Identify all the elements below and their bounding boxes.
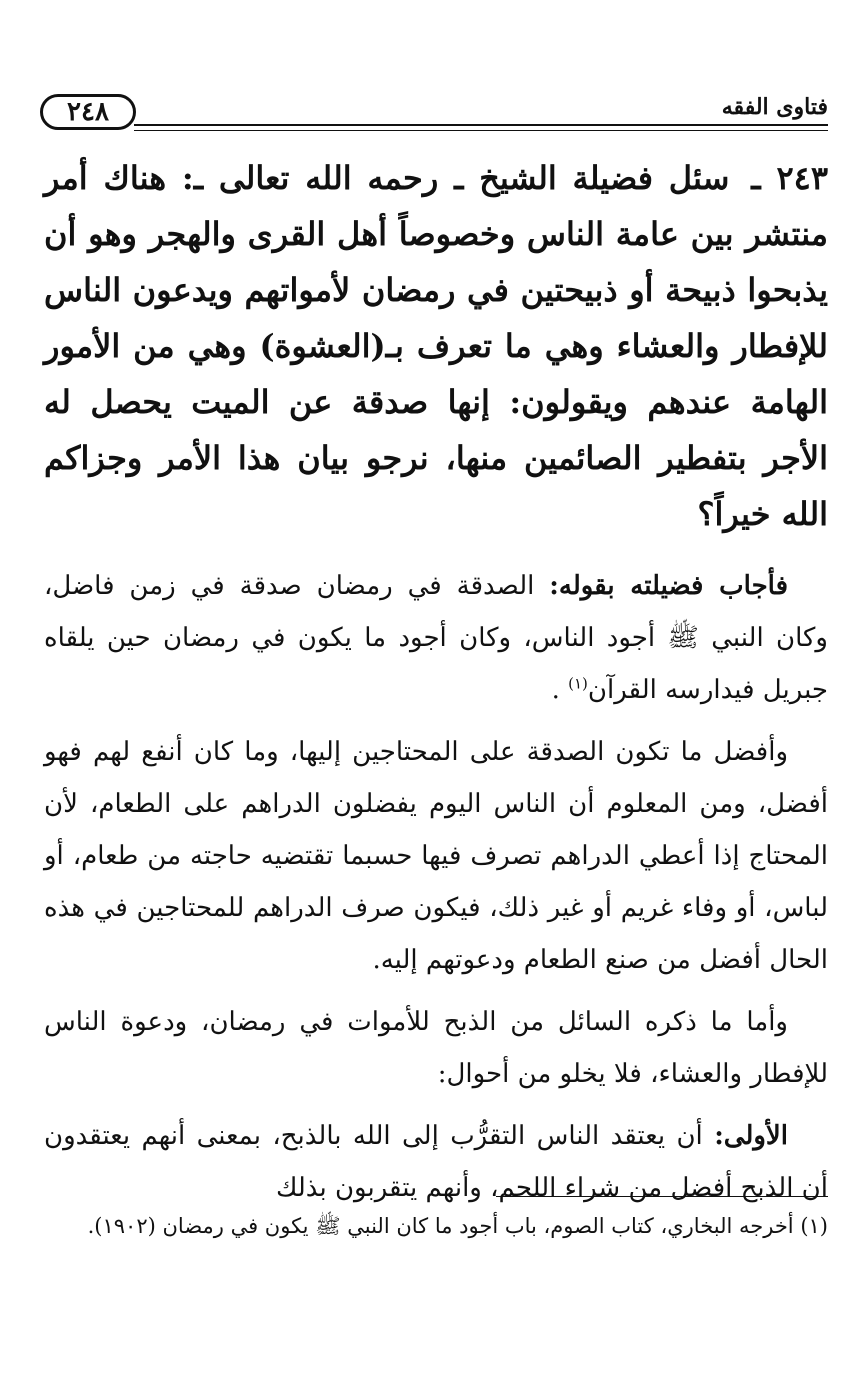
- footnote: (١) أخرجه البخاري، كتاب الصوم، باب أجود ما كان النبي ﷺ يكون في رمضان (١٩٠٢).: [87, 1214, 828, 1238]
- page-number-badge: ٢٤٨: [40, 94, 136, 130]
- page-body: [44, 150, 828, 1214]
- answer-p1-end: .: [551, 675, 560, 705]
- answer-paragraph-3: وأما ما ذكره السائل من الذبح للأموات في رمضان، ودعوة الناس للإفطار والعشاء، فلا يخلو من أحوال:: [44, 1007, 828, 1089]
- question-number: ٢٤٣ ـ: [751, 159, 829, 197]
- answer-p4-text: أن يعتقد الناس التقرُّب إلى الله بالذبح، بمعنى أنهم يعتقدون أن الذبح أفضل من شراء اللحم، وأنهم يتقربون بذلك: [44, 1121, 828, 1203]
- header-rule-thin: [134, 130, 828, 131]
- page-header: [40, 92, 828, 136]
- question-paragraph: [44, 150, 828, 542]
- running-title: فتاوى الفقه: [721, 94, 828, 120]
- case-one-label: الأولى:: [714, 1121, 788, 1151]
- answer-lead: فأجاب فضيلته بقوله:: [549, 571, 789, 601]
- header-rule-thick: [134, 124, 828, 126]
- question-text: سئل فضيلة الشيخ ـ رحمه الله تعالى ـ: هناك أمر منتشر بين عامة الناس وخصوصاً أهل القرى والهجر وهو أن يذبحوا ذبيحة أو ذبيحتين في رمضان لأمواتهم ويدعون الناس للإفطار والعشاء وهي ما تعرف بـ(العشوة) وهي من الأمور الهامة عندهم ويقولون: إنها صدقة عن الميت يحصل له الأجر بتفطير الصائمين منها، نرجو بيان هذا الأمر وجزاكم الله خيراً؟: [44, 159, 828, 533]
- answer-paragraph-4: [44, 1110, 828, 1214]
- answer-paragraph-2: وأفضل ما تكون الصدقة على المحتاجين إليها، وما كان أنفع لهم فهو أفضل، ومن المعلوم أن الناس اليوم يفضلون الدراهم على الطعام، لأن المحتاج إذا أعطي الدراهم تصرف فيها حسبما تقتضيه حاجته من طعام، أو لباس، أو وفاء غريم أو غير ذلك، فيكون صرف الدراهم للمحتاجين في هذه الحال أفضل من صنع الطعام ودعوتهم إليه.: [44, 737, 828, 975]
- answer-p1-text: الصدقة في رمضان صدقة في زمن فاضل، وكان النبي ﷺ أجود الناس، وكان أجود ما يكون في رمضان حين يلقاه جبريل فيدارسه القرآن: [44, 571, 828, 705]
- answer-paragraph-1: [44, 560, 828, 716]
- footnote-separator: [496, 1196, 828, 1197]
- footnote-reference: (١): [568, 674, 588, 693]
